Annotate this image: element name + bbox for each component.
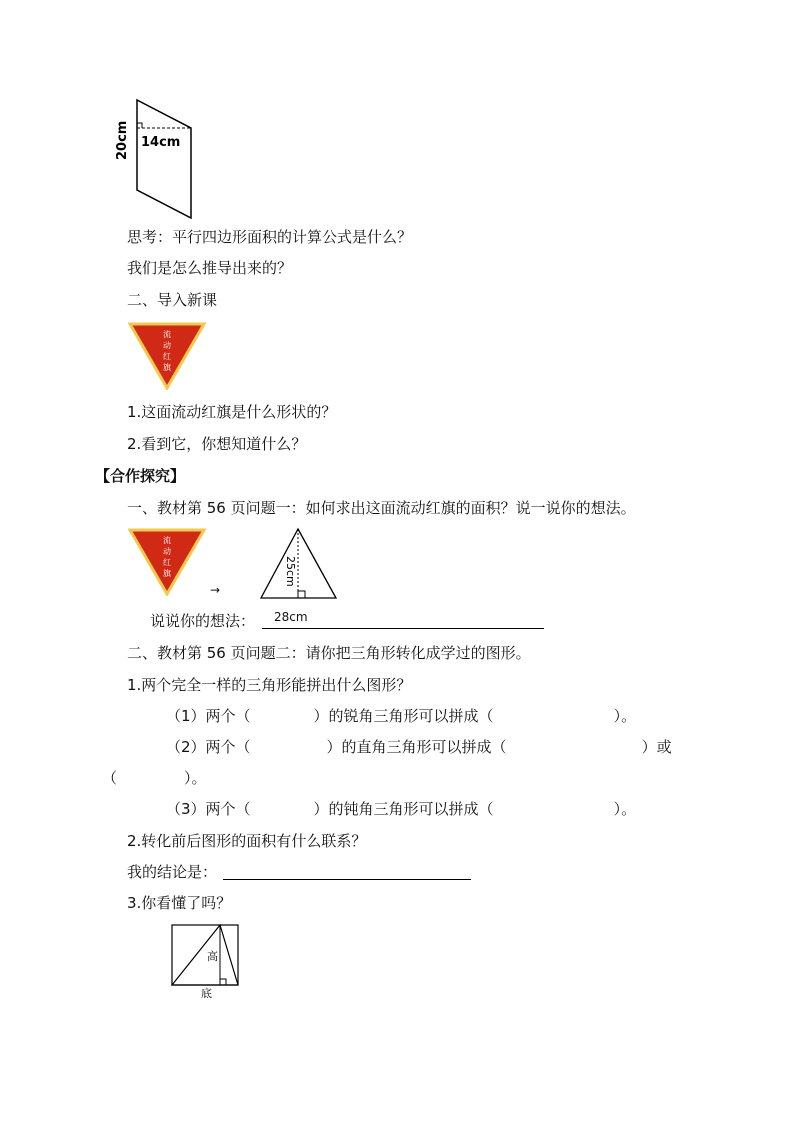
item-1: （1）两个（ ）的锐角三角形可以拼成（ ）。 [166,707,637,725]
item-3: （3）两个（ ）的钝角三角形可以拼成（ ）。 [166,800,637,818]
pennant-char: 动 [163,547,171,556]
triangle-figure [256,526,342,602]
question-2: 2.看到它，你想知道什么？ [127,435,307,453]
section-title-intro: 二、导入新课 [127,291,218,309]
problem-1: 一、教材第 56 页问题一：如何求出这面流动红旗的面积？说一说你的想法。 [127,499,636,517]
question-1: 1.这面流动红旗是什么形状的？ [127,403,337,421]
parallelogram-base-label: 14cm [141,135,181,150]
item-2: （2）两个（ ）的直角三角形可以拼成（ ）或 [166,738,672,756]
problem-2: 二、教材第 56 页问题二：请你把三角形转化成学过的图形。 [127,644,531,662]
pennant-char: 流 [163,330,171,339]
say-your-idea-label: 说说你的想法： [150,612,256,630]
pennant-char: 流 [163,536,171,545]
parallelogram-shape [137,100,191,218]
triangle-height-label: 25cm [284,556,297,587]
item-2-continued: （ ）。 [102,769,207,787]
idea-answer-line[interactable] [262,608,544,629]
sub-question-1: 1.两个完全一样的三角形能拼出什么图形？ [127,676,412,694]
pennant-flag-1 [128,322,206,390]
pennant-flag-2 [128,528,206,596]
triangle-base-label: 28cm [274,610,308,624]
arrow-icon: → [210,583,221,597]
parallelogram-figure [112,96,208,220]
conclusion-answer-line[interactable] [223,859,471,880]
pennant-char: 旗 [163,569,171,578]
pennant-char: 动 [163,341,171,350]
rectangle-triangle-figure [170,922,242,1000]
sub-question-2: 2.转化前后图形的面积有什么联系？ [127,832,367,850]
pennant-char: 红 [163,352,171,361]
sub-question-3: 3.你看懂了吗？ [127,894,232,912]
cooperative-exploration-heading: 【合作探究】 [95,467,186,485]
pennant-char: 红 [163,558,171,567]
think-line-2: 我们是怎么推导出来的？ [127,259,293,277]
parallelogram-height-label: 20cm [115,120,130,160]
pennant-char: 旗 [163,363,171,372]
conclusion-label: 我的结论是： [127,863,218,881]
think-line-1: 思考：平行四边形面积的计算公式是什么？ [127,228,413,246]
height-label: 高 [207,950,218,963]
base-label: 底 [201,987,212,1000]
